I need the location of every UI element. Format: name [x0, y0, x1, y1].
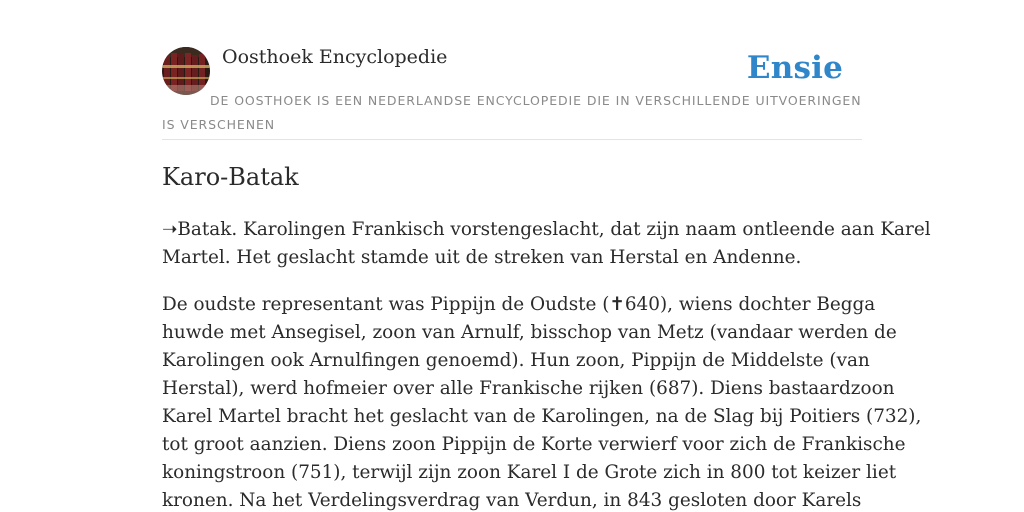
paragraph-1-line-1	[162, 216, 931, 244]
paragraph-2	[162, 291, 922, 512]
site-tagline: DE OOSTHOEK IS EEN NEDERLANDSE ENCYCLOPEDIE DIE IN VERSCHILLENDE UITVOERINGEN IS VERSCHENEN	[162, 93, 862, 132]
article-body	[162, 216, 931, 512]
encyclopedia-books-icon	[162, 47, 210, 95]
paragraph-2-line: tot groot aanzien. Diens zoon Pippijn de Korte verwierf voor zich de Frankische	[162, 434, 906, 455]
paragraph-2-line: Herstal), werd hofmeier over alle Frankische rijken (687). Diens bastaardzoon	[162, 378, 895, 399]
paragraph-2-line: huwde met Ansegisel, zoon van Arnulf, bisschop van Metz (vandaar werden de	[162, 322, 897, 343]
site-avatar-icon[interactable]	[162, 47, 210, 95]
ensie-logo[interactable]: Ensie	[746, 50, 843, 86]
paragraph-2-line: koningstroon (751), terwijl zijn zoon Karel I de Grote zich in 800 tot keizer liet	[162, 462, 897, 483]
paragraph-2-line: Karolingen ook Arnulfingen genoemd). Hun zoon, Pippijn de Middelste (van	[162, 350, 870, 371]
paragraph-2-line: kronen. Na het Verdelingsverdrag van Verdun, in 843 gesloten door Karels	[162, 490, 862, 511]
article-title: Karo-Batak	[162, 163, 299, 191]
site-header	[162, 0, 862, 140]
batak-link[interactable]: Batak	[177, 219, 232, 240]
paragraph-2-line: Karel Martel bracht het geslacht van de Karolingen, na de Slag bij Poitiers (732),	[162, 406, 922, 427]
paragraph-1-text: . Karolingen Frankisch vorstengeslacht, dat zijn naam ontleende aan Karel	[231, 219, 931, 240]
reference-arrow-icon: ➝	[162, 219, 178, 240]
paragraph-1-line-2: Martel. Het geslacht stamde uit de streken van Herstal en Andenne.	[162, 247, 802, 268]
site-name[interactable]: Oosthoek Encyclopedie	[222, 46, 448, 68]
paragraph-1	[162, 216, 931, 272]
paragraph-2-line: De oudste representant was Pippijn de Oudste (✝640), wiens dochter Begga	[162, 294, 876, 315]
